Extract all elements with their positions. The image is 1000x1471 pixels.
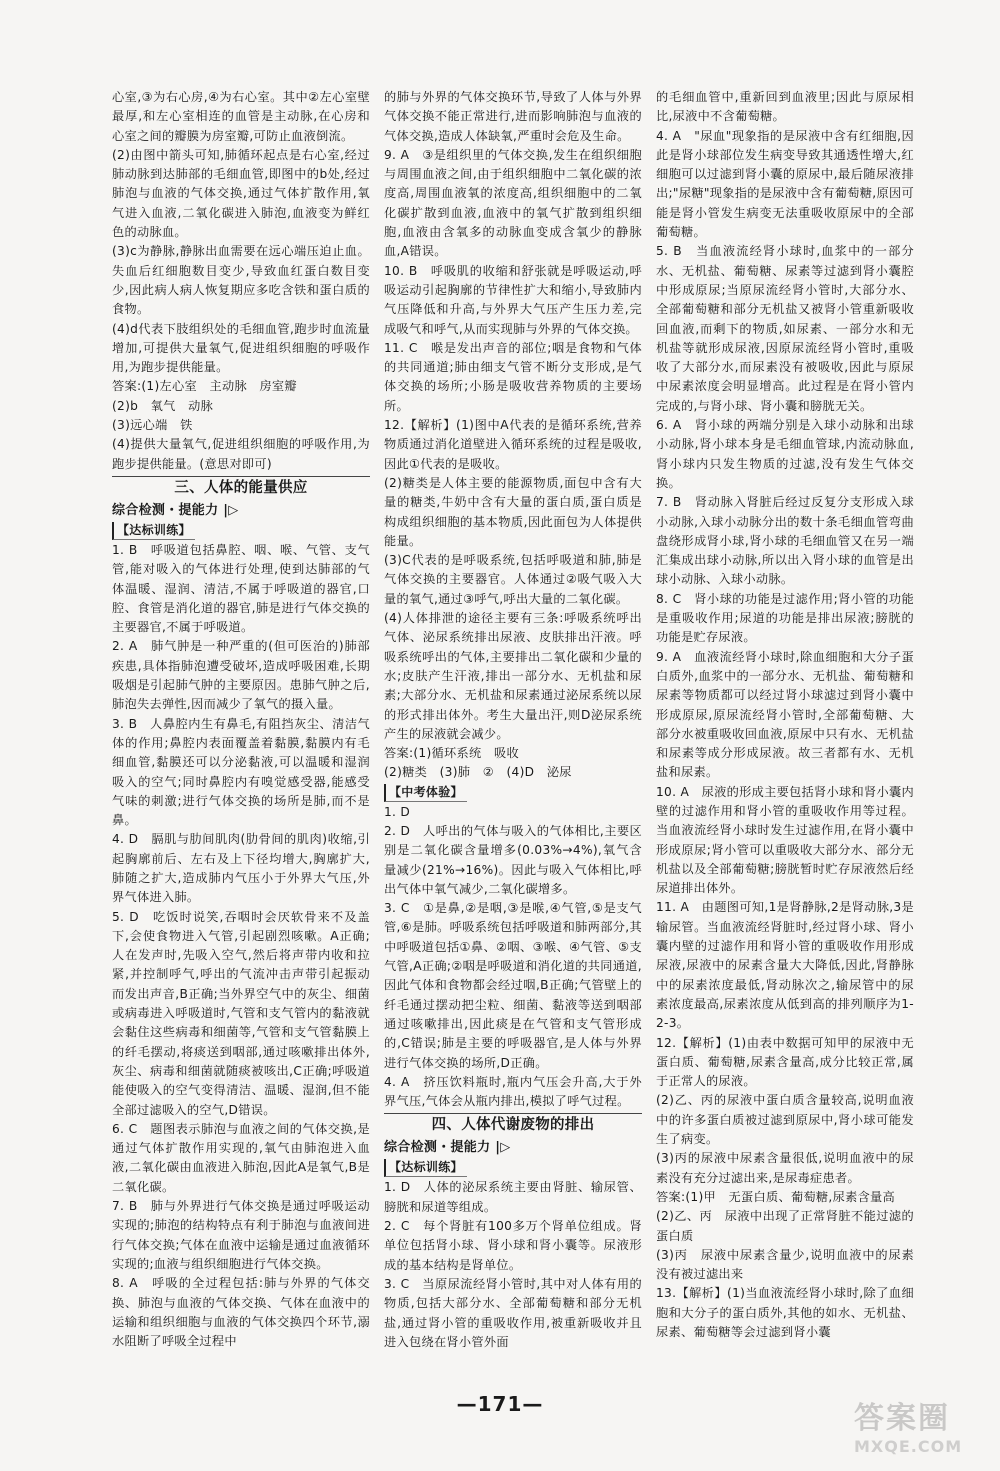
answer-paragraph: 的肺与外界的气体交换环节,导致了人体与外界气体交换不能正常进行,进而影响肺泡与血液的气体交换,造成人体缺氧,严重时会危及生命。 (384, 90, 642, 143)
answer-paragraph: (3)丙的尿液中尿素含量很低,说明血液中的尿素没有充分过滤出来,是尿毒症患者。 (656, 1151, 914, 1185)
column-1 (112, 88, 370, 1378)
answer-paragraph: 答案:(1)左心室 主动脉 房室瓣 (112, 379, 297, 394)
answer-paragraph: (2)由图中箭头可知,肺循环起点是右心室,经过肺动脉到达肺部的毛细血管,即图中的b处,经过肺泡与血液的气体交换,通过气体扩散作用,氧气进入血液,二氧化碳进入肺泡,血液变为鲜红色的动脉血。 (112, 147, 370, 240)
training-tag: 【中考体验】 (384, 784, 467, 802)
answer-paragraph: 3. C 当原尿流经肾小管时,其中对人体有用的物质,包括大部分水、全部葡萄糖和部分无机盐,通过肾小管的重吸收作用,被重新吸收并且进入包绕在肾小管外面 (384, 1276, 642, 1349)
training-tag: 【达标训练】 (112, 522, 195, 540)
answer-paragraph: 8. C 肾小球的功能是过滤作用;肾小管的功能是重吸收作用;尿道的功能是排出尿液;膀胱的功能是贮存尿液。 (656, 591, 914, 645)
answer-paragraph: (3)C代表的是呼吸系统,包括呼吸道和肺,肺是气体交换的主要器官。人体通过②吸气吸入大量的氧气,通过③呼气,呼出大量的二氧化碳。 (384, 553, 642, 606)
answer-paragraph: 7. B 肾动脉入肾脏后经过反复分支形成入球小动脉,入球小动脉分出的数十条毛细血管弯曲盘绕形成肾小球,肾小球的毛细血管又在另一端汇集成出球小动脉,所以出入肾小球的血管是出球小动脉、入球小动脉。 (656, 495, 914, 587)
answer-paragraph: (4)人体排泄的途径主要有三条:呼吸系统呼出气体、泌尿系统排出尿液、皮肤排出汗液。呼吸系统呼出的气体,主要排出二氧化碳和少量的水;皮肤产生汗液,排出一部分水、无机盐和尿素;大部分水、无机盐和尿素通过泌尿系统以尿的形式排出体外。考生大量出汗,则D泌尿系统产生的尿液就会减少。 (384, 611, 642, 741)
answer-paragraph: 1. D 人体的泌尿系统主要由肾脏、输尿管、膀胱和尿道等组成。 (384, 1180, 642, 1214)
watermark-logo (854, 1393, 982, 1461)
answer-paragraph: 10. B 呼吸肌的收缩和舒张就是呼吸运动,呼吸运动引起胸廓的节律性扩大和缩小,导致肺内气压降低和升高,与外界大气压产生压力差,完成吸气和呼气,从而实现肺与外界的气体交换。 (384, 263, 642, 336)
answer-paragraph: 6. C 题图表示肺泡与血液之间的气体交换,是通过气体扩散作用实现的,氧气由肺泡进入血液,二氧化碳由血液进入肺泡,因此A是氧气,B是二氧化碳。 (112, 1121, 370, 1194)
answer-paragraph: 1. B 呼吸道包括鼻腔、咽、喉、气管、支气管,能对吸入的气体进行处理,使到达肺部的气体温暖、湿润、清洁,不属于呼吸道的器官,口腔、食管是消化道的器官,肺是进行气体交换的主要器官,不属于呼吸道。 (112, 542, 370, 635)
answer-paragraph: (2)糖类是人体主要的能源物质,面包中含有大量的糖类,牛奶中含有大量的蛋白质,蛋白质是构成组织细胞的基本物质,因此面包为人体提供能量。 (384, 475, 642, 548)
subsection-heading: 综合检测・提能力 |▷ (112, 502, 239, 518)
answer-paragraph: (4)提供大量氧气,促进组织细胞的呼吸作用,为跑步提供能量。(意思对即可) (112, 437, 370, 471)
subsection-heading: 综合检测・提能力 |▷ (384, 1140, 511, 1156)
answer-paragraph: 5. D 吃饭时说笑,吞咽时会厌软骨来不及盖下,会使食物进入气管,引起剧烈咳嗽。A正确;人在发声时,先吸入空气,然后将声带内收和拉紧,并控制呼气,呼出的气流冲击声带引起振动而发出声音,B正确;当外界空气中的灰尘、细菌或病毒进入呼吸道时,气管和支气管内的黏液就会黏住这些病毒和细菌等,气管和支气管黏膜上的纤毛摆动,将痰送到咽部,通过咳嗽排出体外,灰尘、病毒和细菌就随痰被咳出,C正确;呼吸道能使吸入的空气变得清洁、温暖、湿润,但不能全部过滤吸入的空气,D错误。 (112, 909, 370, 1117)
answer-paragraph: 8. A 呼吸的全过程包括:肺与外界的气体交换、肺泡与血液的气体交换、气体在血液中的运输和组织细胞与血液的气体交换四个环节,溺水阻断了呼吸全过程中 (112, 1276, 370, 1349)
answer-paragraph: 12.【解析】(1)图中A代表的是循环系统,营养物质通过消化道壁进入循环系统的过程是吸收,因此①代表的是吸收。 (384, 418, 642, 471)
answer-paragraph: 10. A 尿液的形成主要包括肾小球和肾小囊内壁的过滤作用和肾小管的重吸收作用等过程。当血液流经肾小球时发生过滤作用,在肾小囊中形成原尿;肾小管可以重吸收大部分水、部分无机盐以及全部葡萄糖;膀胱暂时贮存尿液然后经尿道排出体外。 (656, 784, 914, 896)
training-tag: 【达标训练】 (384, 1159, 467, 1177)
column-2 (384, 88, 642, 1378)
answer-paragraph: (3)c为静脉,静脉出血需要在远心端压迫止血。失血后红细胞数目变少,导致血红蛋白数目变少,因此病人病人恢复期应多吃含铁和蛋白质的食物。 (112, 244, 370, 317)
tag-row (384, 1158, 642, 1178)
answer-paragraph: 3. C ①是鼻,②是咽,③是喉,④气管,⑤是支气管,⑥是肺。呼吸系统包括呼吸道和肺两部分,其中呼吸道包括①鼻、②咽、③喉、④气管、⑤支气管,A正确;②咽是呼吸道和消化道的共同通道,因此气体和食物都会经过咽,B正确;气管壁上的纤毛通过摆动把尘粒、细菌、黏液等送到咽部通过咳嗽排出,因此痰是在气管和支气管形成的,C错误;肺是主要的呼吸器官,是人体与外界进行气体交换的场所,D正确。 (384, 901, 642, 1070)
answer-paragraph: 4. D 膈肌与肋间肌肉(肋骨间的肌肉)收缩,引起胸廓前后、左右及上下径均增大,胸廓扩大,肺随之扩大,造成肺内气压小于外界大气压,外界气体进入肺。 (112, 832, 370, 905)
watermark-title: 答案圈 (854, 1401, 950, 1436)
answer-paragraph: 1. D (384, 804, 411, 819)
answer-paragraph: 7. B 肺与外界进行气体交换是通过呼吸运动实现的;肺泡的结构特点有利于肺泡与血液间进行气体交换;气体在血液中运输是通过血液循环实现的;血液与组织细胞进行气体交换。 (112, 1199, 370, 1271)
answer-paragraph: 的毛细血管中,重新回到血液里;因此与原尿相比,尿液中不含葡萄糖。 (656, 90, 914, 124)
watermark-url: MXQE.COM (854, 1437, 963, 1456)
answer-paragraph: (2)乙、丙 尿液中出现了正常肾脏不能过滤的蛋白质 (656, 1209, 914, 1243)
answer-paragraph: (2)b 氧气 动脉 (112, 398, 214, 413)
answer-paragraph: 11. C 喉是发出声音的部位;咽是食物和气体的共同通道;肺由细支气管不断分支形成,是气体交换的场所;小肠是吸收营养物质的主要场所。 (384, 340, 642, 413)
answer-paragraph: 2. A 肺气肿是一种严重的(但可医治的)肺部疾患,具体指肺泡遭受破坏,造成呼吸困难,长期吸烟是引起肺气肿的主要原因。患肺气肿之后,肺泡失去弹性,因而减少了氧气的摄入量。 (112, 639, 370, 712)
answer-paragraph: 3. B 人鼻腔内生有鼻毛,有阻挡灰尘、清洁气体的作用;鼻腔内表面覆盖着黏膜,黏膜内有毛细血管,黏膜还可以分泌黏液,可以温暖和湿润吸入的空气;同时鼻腔内有嗅觉感受器,能感受气味的刺激;进行气体交换的场所是肺,而不是鼻。 (112, 716, 370, 828)
answer-paragraph: 5. B 当血液流经肾小球时,血浆中的一部分水、无机盐、葡萄糖、尿素等过滤到肾小囊腔中形成原尿;当原尿流经肾小管时,大部分水、全部葡萄糖和部分无机盐又被肾小管重新吸收回血液,而剩下的物质,如尿素、一部分水和无机盐等就形成尿液,因原尿流经肾小管时,重吸收了大部分水,而尿素没有被吸收,因此与原尿中尿素浓度会明显增高。此过程是在肾小管内完成的,与肾小球、肾小囊和膀胱无关。 (656, 244, 914, 413)
answer-paragraph: 4. A "尿血"现象指的是尿液中含有红细胞,因此是肾小球部位发生病变导致其通透性增大,红细胞可以过滤到肾小囊的原尿中,最后随尿液排出;"尿糖"现象指的是尿液中含有葡萄糖,原因可能是肾小管发生病变无法重吸收原尿中的全部葡萄糖。 (656, 128, 914, 240)
answer-paragraph: (3)远心端 铁 (112, 418, 193, 433)
answer-paragraph: (2)糖类 (3)肺 ② (4)D 泌尿 (384, 765, 572, 780)
answer-paragraph: 2. C 每个肾脏有100多万个肾单位组成。肾单位包括肾小球、肾小球和肾小囊等。尿液形成的基本结构是肾单位。 (384, 1219, 642, 1272)
section-heading: 三、人体的能量供应 (112, 476, 370, 499)
answer-paragraph: 12.【解析】(1)由表中数据可知甲的尿液中无蛋白质、葡萄糖,尿素含量高,成分比较正常,属于正常人的尿液。 (656, 1035, 914, 1089)
section-heading: 四、人体代谢废物的排出 (384, 1113, 642, 1136)
answer-paragraph: 13.【解析】(1)当血液流经肾小球时,除了血细胞和大分子的蛋白质外,其他的如水、无机盐、尿素、葡萄糖等会过滤到肾小囊 (656, 1286, 914, 1339)
column-3 (656, 88, 914, 1378)
answer-paragraph: (3)丙 尿液中尿素含量少,说明血液中的尿素没有被过滤出来 (656, 1247, 914, 1282)
answer-paragraph: 11. A 由题图可知,1是肾静脉,2是肾动脉,3是输尿管。当血液流经肾脏时,经过肾小球、肾小囊内壁的过滤作用和肾小管的重吸收作用形成尿液,尿液中的尿素含量大大降低,因此,肾静脉中的尿素浓度最低,肾动脉次之,输尿管中的尿素浓度最高,尿素浓度从低到高的排列顺序为1-2-3。 (656, 900, 914, 1031)
answer-paragraph: 9. A 血液流经肾小球时,除血细胞和大分子蛋白质外,血浆中的一部分水、无机盐、葡萄糖和尿素等物质都可以经过肾小球滤过到肾小囊中形成原尿,原尿流经肾小管时,全部葡萄糖、大部分水被重吸收回血液,原尿中只有水、无机盐和尿素等成分形成尿液。故三者都有水、无机盐和尿素。 (656, 649, 914, 780)
answer-paragraph: (4)d代表下肢组织处的毛细血管,跑步时血流量增加,可提供大量氧气,促进组织细胞的呼吸作用,为跑步提供能量。 (112, 321, 370, 375)
tag-row (384, 783, 642, 803)
page-number: —171— (456, 1392, 544, 1416)
answer-paragraph: 6. A 肾小球的两端分别是入球小动脉和出球小动脉,肾小球本身是毛细血管球,内流动脉血,肾小球内只发生物质的过滤,没有发生气体交换。 (656, 418, 914, 490)
answer-paragraph: 2. D 人呼出的气体与吸入的气体相比,主要区别是二氧化碳含量增多(0.03%→4%),氧气含量减少(21%→16%)。因此与吸入气体相比,呼出气体中氧气减少,二氧化碳增多。 (384, 823, 642, 896)
answer-paragraph: 9. A ③是组织里的气体交换,发生在组织细胞与周围血液之间,由于组织细胞中二氧化碳的浓度高,周围血液氧的浓度高,组织细胞中的二氧化碳扩散到血液,血液中的氧气扩散到组织细胞,血液由含氧多的动脉血变成含氧少的静脉血,A错误。 (384, 147, 642, 259)
answer-paragraph: 心室,③为右心房,④为右心室。其中②左心室壁最厚,和左心室相连的血管是主动脉,在心房和心室之间的瓣膜为房室瓣,可防止血液倒流。 (112, 90, 370, 143)
answer-paragraph: 答案:(1)循环系统 吸收 (384, 746, 519, 761)
answer-paragraph: 答案:(1)甲 无蛋白质、葡萄糖,尿素含量高 (656, 1189, 896, 1204)
answer-paragraph: (2)乙、丙的尿液中蛋白质含量较高,说明血液中的许多蛋白质被过滤到原尿中,肾小球可能发生了病变。 (656, 1093, 914, 1147)
tag-row (112, 521, 370, 541)
answer-paragraph: 4. A 挤压饮料瓶时,瓶内气压会升高,大于外界气压,气体会从瓶内排出,模拟了呼气过程。 (384, 1074, 642, 1109)
